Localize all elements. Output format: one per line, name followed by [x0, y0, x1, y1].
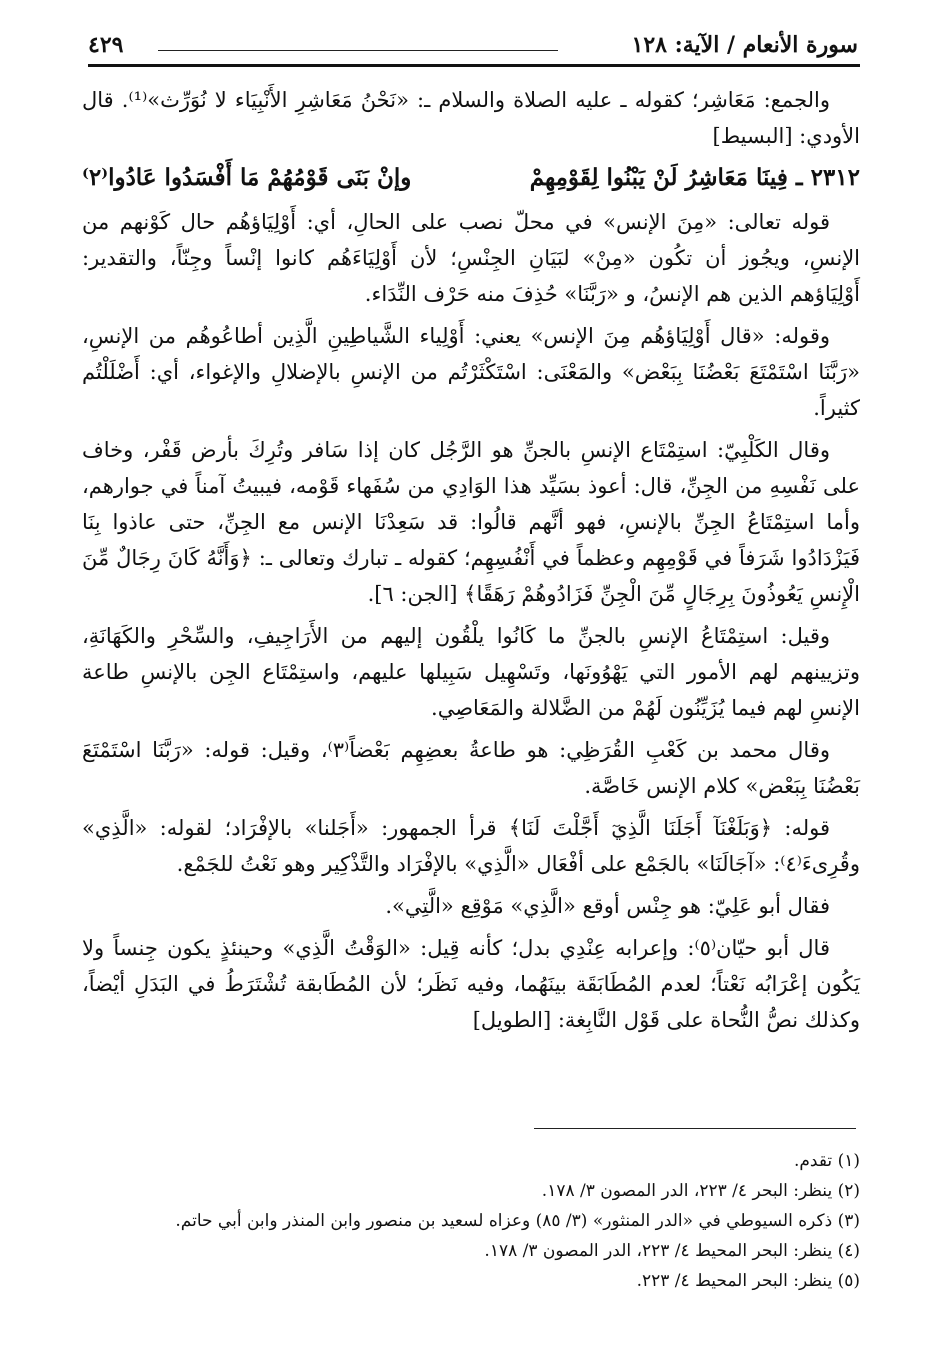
- header-rule: [88, 64, 860, 67]
- paragraph-5: وقيل: استِمْتَاعُ الإنسِ بالجنِّ ما كَانُوا يلْقُون إليهم من الأَرَاجِيفِ، والسِّحْرِ والكَهَانَةِ، وتزيينهم لهم الأمور التي يَهْوُونَها، وتَسْهِيل سَبِيلها عليهم، واستِمْتَاع الجِن بالإنسِ طاعة الإنسِ لهم فيما يُزَيِّنُون لَهُمْ من الضَّلالة والمَعَاصِي.: [82, 624, 860, 720]
- footnote-4: (٤) ينظر: البحر المحيط ٤/ ٢٢٣، الدر المصون ٣/ ١٧٨.: [484, 1241, 860, 1261]
- footnote-3: (٣) ذكره السيوطي في «الدر المنثور» (٣/ ٨٥) وعزاه لسعيد بن منصور وابن المنذر وابن أبي حاتم.: [175, 1211, 860, 1231]
- paragraph-8: فقال أبو عَلِيّ: هو جِنْس أوقع «الَّذِي» مَوْقِع «الَّتِي».: [385, 894, 830, 918]
- footnote-rule: [534, 1128, 856, 1129]
- footnote-2: (٢) ينظر: البحر ٤/ ٢٢٣، الدر المصون ٣/ ١٧٨.: [541, 1181, 860, 1201]
- paragraph-7: قوله: ﴿وَبَلَغْنَآ أَجَلَنَا الَّذِيٓ أَجَّلْتَ لَنَا﴾ قرأ الجمهور: «أَجَلنا» بالإفْرَاد؛ لقوله: «الَّذِي» وقُرِىءَ⁽٤⁾: «آجَالَنَا» بالجَمْع على أفْعَال «الَّذِي» بالإفْرَاد والتَّذْكِير وهو نَعْتُ للجَمْع.: [82, 816, 860, 876]
- poetry-verse: [82, 160, 860, 196]
- page-header: [88, 32, 858, 64]
- header-thin-rule: [158, 50, 558, 51]
- paragraph-6: وقال محمد بن كَعْبِ القُرَظِي: هو طاعةُ بعضِهِم بَعْضاً⁽٣⁾، وقيل: قوله: «رَبَّنَا اسْتَمْتَعَ بَعْضُنَا بِبَعْض» كلام الإنس خَاصَّة.: [82, 738, 860, 798]
- paragraph-9: قال أبو حيّان⁽٥⁾: وإعرابه عِنْدِي بدل؛ كأنه قِيل: «الوَقْتُ الَّذِي» وحينئذٍ يكون جِنساً ولا يَكُون إعْرَابُه نَعْتاً؛ لعدم المُطَابَقَة بينَهُما، وفيه نَظَر؛ لأن المُطَابقة تُشْتَرَطُ في البَدَلِ أيْضاً، وكذلك نصُّ النُّحاة على قَوْل النَّابِغة: [الطويل]: [82, 936, 860, 1032]
- surah-title: سورة الأنعام / الآية: ١٢٨: [631, 32, 858, 58]
- paragraph-2: قوله تعالى: «مِنَ الإنس» في محلّ نصب على الحالِ، أي: أَوْلِيَاؤهُم حال كَوْنهم من الإنسِ، ويجُوز أن تكُون «مِنْ» لبَيَانِ الجِنْسِ؛ لأن أَوْلِيَاءَهُم كانوا إنْساً وجِنّاً، والتقدير: أَوْلِيَاؤهم الذين هم الإنسُ، و «رَبَّنَا» حُذِفَ منه حَرْف النِّدَاء.: [82, 210, 860, 306]
- page-number: ٤٢٩: [88, 32, 124, 58]
- main-text: [82, 82, 860, 1044]
- paragraph-4: وقال الكَلْبِيّ: استِمْتَاع الإنسِ بالجنِّ هو الرَّجُل كان إذا سَافر وتُرِكَ بأرض قَفْر، وخاف على نَفْسِهِ من الجِنِّ، قال: أعوذ بسَيِّد هذا الوَادِي من سُفَهاء قَوْمه، فيبيتُ آمناً في جوارهم، وأما استِمْتَاعُ الجِنِّ بالإنسِ، فهو أنَّهم قالُوا: قد سَعِدْنَا الإنس مع الجِنِّ، حتى عاذوا بِنَا فَيَزْدَادُوا شَرَفاً في قَوْمِهِم وعظماً في أَنْفُسِهِم؛ كقوله ـ تبارك وتعالى ـ: ﴿وَأَنَّهُ كَانَ رِجَالٌ مِّنَ الْإِنسِ يَعُوذُونَ بِرِجَالٍ مِّنَ الْجِنِّ فَزَادُوهُمْ رَهَقًا﴾ [الجن: ٦].: [82, 438, 860, 606]
- verse-second-hemistich: وإنْ بَنَى قَوْمُهُمْ مَا أَفْسَدُوا عَادُوا⁽٢⁾: [82, 164, 412, 191]
- footnote-5: (٥) ينظر: البحر المحيط ٤/ ٢٢٣.: [636, 1271, 860, 1291]
- verse-first-hemistich: ٢٣١٢ ـ فِينَا مَعَاشِرُ لَنْ يَبْنُوا لِقَوْمِهِمْ: [529, 164, 860, 191]
- footnote-1: (١) تقدم.: [793, 1151, 860, 1171]
- paragraph-1: والجمع: مَعَاشِر؛ كقوله ـ عليه الصلاة والسلام ـ: «نَحْنُ مَعَاشِرِ الأَنْبِيَاء لا نُوَرِّث»⁽¹⁾. قال الأودي: [البسيط]: [82, 88, 860, 148]
- paragraph-3: وقوله: «قال أَوْلِيَاؤهُم مِنَ الإنس» يعني: أَوْلِياء الشَّياطِينِ الَّذِين أطاعُوهُم من الإنسِ، «رَبَّنَا اسْتَمْتَعَ بَعْضُنَا بِبَعْض» والمَعْنَى: اسْتَكْثَرْتُم من الإنسِ بالإضلالِ والإغواء، أي: أَضْلَلْتُم كثيراً.: [82, 324, 860, 420]
- footnotes: [82, 1146, 860, 1296]
